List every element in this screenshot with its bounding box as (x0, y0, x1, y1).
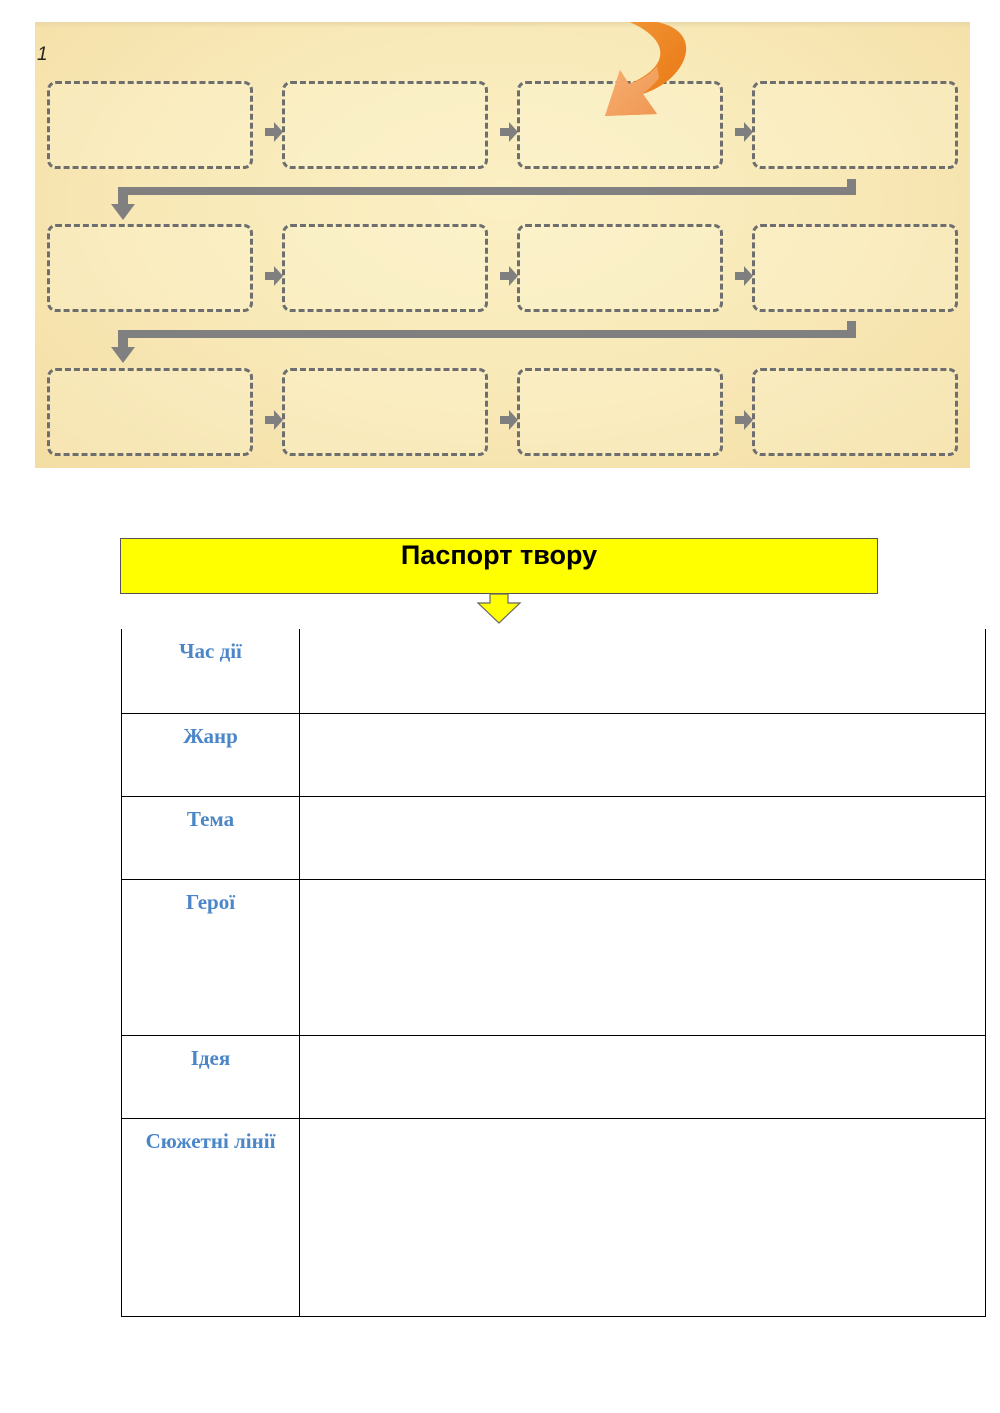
table-row (122, 879, 986, 1035)
arrow-right-icon (265, 266, 283, 286)
arrow-right-icon (500, 122, 518, 142)
table-row (122, 1035, 986, 1118)
arrow-right-icon (265, 410, 283, 430)
arrow-right-icon (500, 266, 518, 286)
step-number: 1 (37, 44, 48, 65)
row-label-theme: Тема (122, 796, 300, 879)
row-value-idea[interactable] (300, 1035, 986, 1118)
row-label-idea: Ідея (122, 1035, 300, 1118)
small-arrows-row2 (265, 266, 753, 286)
arrow-right-icon (735, 122, 753, 142)
table-row (122, 713, 986, 796)
row-value-genre[interactable] (300, 713, 986, 796)
return-arrow-1 (111, 179, 856, 220)
down-arrow-icon (476, 593, 522, 625)
orange-curved-arrow-icon (605, 22, 686, 116)
passport-title-box (120, 538, 878, 594)
flowchart-panel (35, 22, 970, 468)
table-row (122, 629, 986, 713)
row-label-genre: Жанр (122, 713, 300, 796)
table-row (122, 1118, 986, 1316)
arrow-right-icon (500, 410, 518, 430)
row-label-plot-lines: Сюжетні лінії (122, 1118, 300, 1316)
page-title: Паспорт твору (400, 540, 598, 570)
row-value-time[interactable] (300, 629, 986, 713)
row-label-time: Час дії (122, 629, 300, 713)
small-arrows-row1 (265, 122, 753, 142)
elbow-arrow-icon (111, 179, 856, 220)
arrow-right-icon (735, 266, 753, 286)
small-arrows-row3 (265, 410, 753, 430)
row-label-heroes: Герої (122, 879, 300, 1035)
flow-connectors (35, 22, 970, 468)
arrow-right-icon (735, 410, 753, 430)
passport-table (121, 629, 986, 1317)
return-arrow-2 (111, 321, 856, 363)
table-row (122, 796, 986, 879)
elbow-arrow-icon (111, 321, 856, 363)
arrow-right-icon (265, 122, 283, 142)
row-value-heroes[interactable] (300, 879, 986, 1035)
row-value-plot-lines[interactable] (300, 1118, 986, 1316)
row-value-theme[interactable] (300, 796, 986, 879)
